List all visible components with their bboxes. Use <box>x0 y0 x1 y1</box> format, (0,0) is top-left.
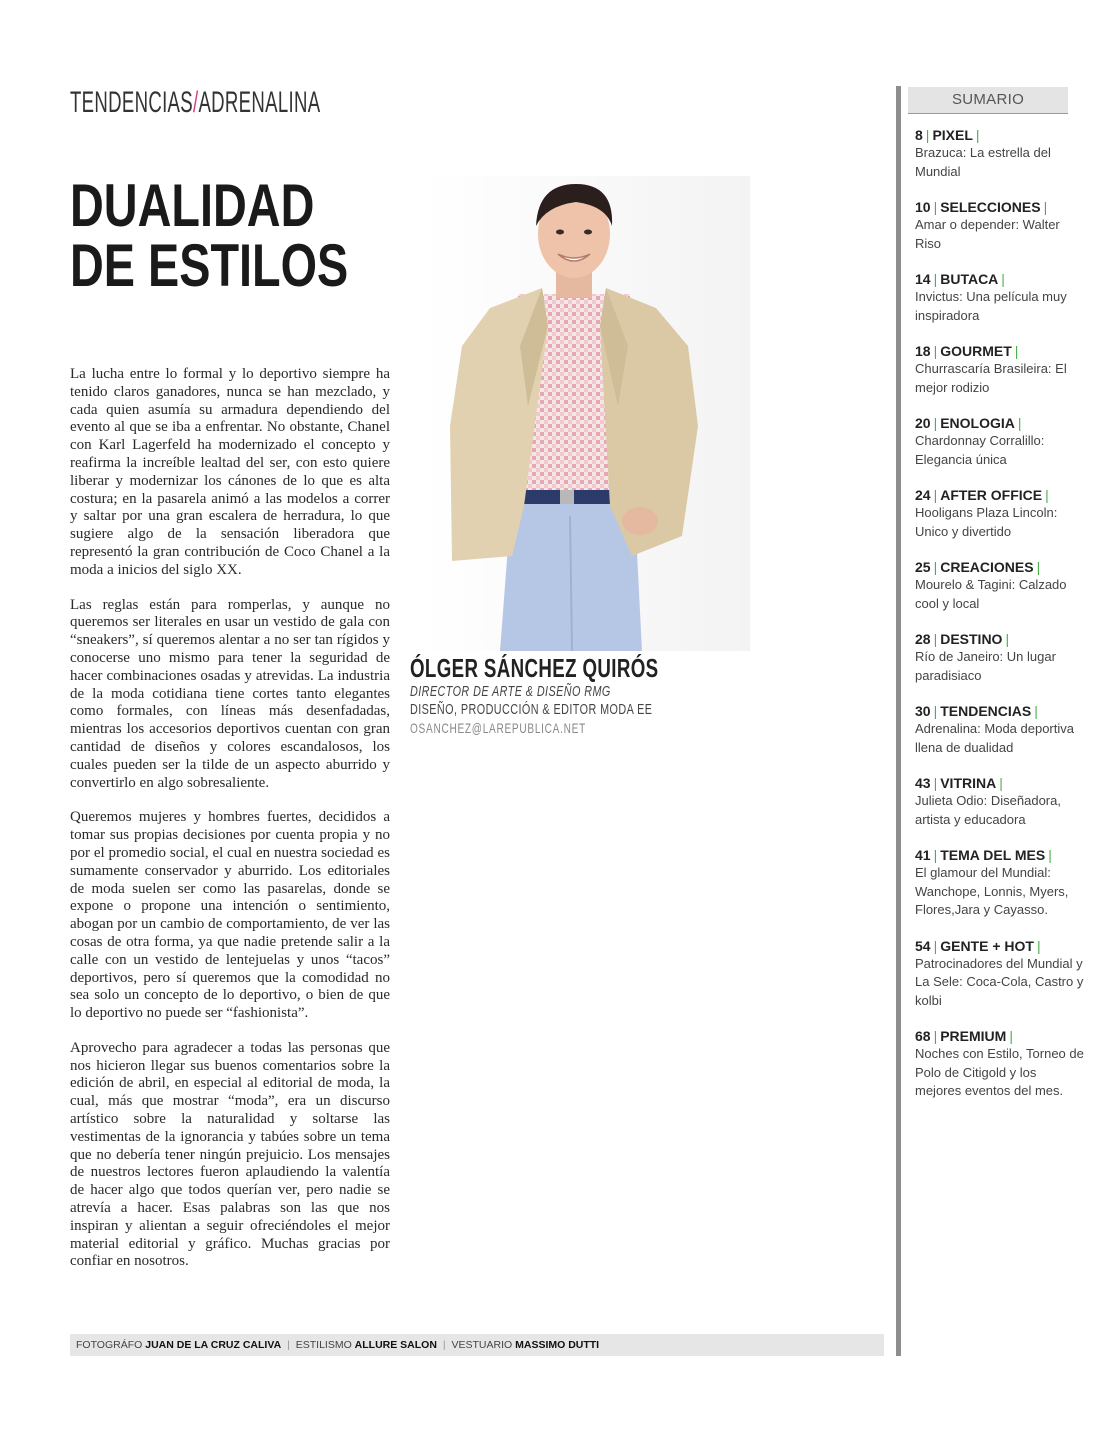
sumario-bar: | <box>1005 631 1010 647</box>
sumario-section-name: GOURMET <box>940 343 1012 359</box>
sumario-item-description: El glamour del Mundial: Wanchope, Lonnis, Myers, Flores,Jara y Cayasso. <box>915 865 1069 917</box>
sumario-section-name: BUTACA <box>940 271 999 287</box>
sumario-bar: | <box>933 631 938 647</box>
sumario-page-number: 10 <box>915 199 931 215</box>
sumario-bar: | <box>1017 415 1022 431</box>
sumario-bar: | <box>1034 703 1038 719</box>
credit-styling-label: ESTILISMO <box>295 1339 352 1351</box>
sumario-item-description: Patrocinadores del Mundial y La Sele: Coca-Cola, Castro y kolbi <box>915 955 1084 1008</box>
sumario-page-number: 54 <box>915 937 931 954</box>
sumario-page-number: 68 <box>915 1028 931 1044</box>
author-byline <box>410 653 755 737</box>
sumario-bar: | <box>933 415 938 431</box>
sumario-item-heading <box>915 342 1085 360</box>
sumario-bar: | <box>1043 199 1048 215</box>
sumario-section-name: AFTER OFFICE <box>940 487 1043 503</box>
sumario-page-number: 18 <box>915 343 931 359</box>
sumario-bar: | <box>1014 343 1019 359</box>
sumario-item-heading <box>915 1027 1085 1045</box>
article-headline <box>70 172 349 299</box>
sumario-item-description: Amar o depender: Walter Riso <box>915 217 1060 251</box>
sumario-bar: | <box>1009 1028 1013 1044</box>
sumario-section-name: PIXEL <box>932 127 973 143</box>
credit-separator: | <box>442 1339 446 1351</box>
sumario-section-name: ENOLOGIA <box>940 415 1015 431</box>
section-tag-secondary: ADRENALINA <box>198 86 321 119</box>
section-tag-slash: / <box>192 86 199 119</box>
sumario-item[interactable] <box>915 414 1085 469</box>
sumario-list <box>915 126 1085 1118</box>
sumario-item[interactable] <box>915 558 1085 613</box>
sumario-bar: | <box>933 343 938 359</box>
sumario-item-description: Invictus: Una película muy inspiradora <box>915 289 1067 323</box>
sumario-bar: | <box>999 775 1003 791</box>
credit-photographer-label: FOTOGRÁFO <box>76 1339 143 1351</box>
sumario-item[interactable] <box>915 937 1085 1011</box>
sumario-item[interactable] <box>915 774 1085 829</box>
sumario-item[interactable] <box>915 126 1085 181</box>
body-paragraph: La lucha entre lo formal y lo deportivo siempre ha tenido claros ganadores, nunca se han mezclado, y cada quien asumía su armadura dependiendo del evento al que se iba a enfrentar. No obstante, Chanel con Karl Lagerfeld ha modernizado el concepto y reafirma la increíble lealtad del ser, con esto quiere liberar y modernizar los cánones de lo que es alta costura; en la pasarela animó a las modelos a correr y saltar por una gran escalera de herradura, lo que sugiere algo de la sensación liberadora que representó la gran contribución de Coco Chanel a la moda a inicios del siglo XX. <box>70 366 390 578</box>
credit-photographer: JUAN DE LA CRUZ CALIVA <box>145 1339 282 1351</box>
sumario-item[interactable] <box>915 1027 1085 1101</box>
sumario-item-heading <box>915 486 1085 504</box>
sumario-section-name: PREMIUM <box>940 1028 1007 1044</box>
sumario-page-number: 25 <box>915 559 931 575</box>
sumario-bar: | <box>933 559 938 575</box>
sumario-bar: | <box>925 127 930 143</box>
sumario-bar: | <box>933 199 938 215</box>
sumario-item[interactable] <box>915 486 1085 541</box>
sumario-item[interactable] <box>915 846 1085 920</box>
body-paragraph: Las reglas están para romperlas, y aunque no queremos ser literales en usar un vestido de gala con “sneakers”, sí queremos alentar a no ser tan rígidos y conocerse uno mismo para tener la seguridad de hacer combinaciones osadas y atrevidas. La industria de la moda cotidiana tiene cortes tanto elegantes como formales, con líneas más desenfadadas, mientras los accesorios deportivos cuentan con gran cantidad de diseños y colores escandalosos, los cuales pueden ser la tilde de un aspecto aburrido y convertirlo en algo sobresaliente. <box>70 596 390 791</box>
sumario-item-description: Churrascaría Brasileira: El mejor rodizio <box>915 361 1067 395</box>
sumario-bar: | <box>1036 559 1041 575</box>
sumario-bar: | <box>975 127 980 143</box>
sumario-page-number: 43 <box>915 775 931 791</box>
sumario-item-description: Noches con Estilo, Torneo de Polo de Citigold y los mejores eventos del mes. <box>915 1046 1084 1098</box>
photo-credits-bar <box>70 1334 884 1356</box>
headline-line-2: DE ESTILOS <box>70 232 349 299</box>
sumario-bar: | <box>933 847 938 863</box>
sumario-item-description: Brazuca: La estrella del Mundial <box>915 145 1051 179</box>
sumario-page-number: 24 <box>915 487 931 503</box>
sumario-item-heading <box>915 702 1085 720</box>
sumario-section-name: TEMA DEL MES <box>940 847 1046 863</box>
sumario-item-heading <box>915 630 1085 648</box>
sumario-bar: | <box>933 487 938 503</box>
sumario-bar: | <box>933 775 938 791</box>
column-divider <box>896 86 901 1356</box>
sumario-item[interactable] <box>915 702 1085 757</box>
sumario-bar: | <box>933 271 938 287</box>
body-paragraph: Queremos mujeres y hombres fuertes, decididos a tomar sus propias decisiones por cuenta propia y no por el promedio social, el cual en nuestra sociedad es sumamente conservador y aburrido. Los editoriales de moda suelen ser como las pasarelas, donde se expone o propone una intención o sentimiento, abogan por un cambio de comportamiento, de ver las cosas de otra forma, ya que nadie pretende salir a la calle con un vestido de lentejuelas y unos “tacos” deportivos, pero sí queremos que la comodidad no sea solo un concepto de lo deportivo, o bien de que lo deportivo no puede ser “fashionista”. <box>70 809 390 1022</box>
sumario-bar: | <box>933 703 938 719</box>
credit-styling: ALLURE SALON <box>354 1339 437 1351</box>
sumario-page-number: 14 <box>915 271 931 287</box>
sumario-item-heading <box>915 414 1085 432</box>
sumario-bar: | <box>1045 487 1049 503</box>
sumario-page-number: 20 <box>915 415 931 431</box>
sumario-item-heading <box>915 774 1085 792</box>
author-portrait <box>420 176 750 651</box>
sumario-item-description: Mourelo & Tagini: Calzado cool y local <box>915 577 1067 611</box>
sumario-item-description: Julieta Odio: Diseñadora, artista y educadora <box>915 793 1061 827</box>
headline-line-1: DUALIDAD <box>70 172 315 239</box>
sumario-bar: | <box>1048 847 1052 863</box>
sumario-item-description: Río de Janeiro: Un lugar paradisiaco <box>915 649 1056 683</box>
sumario-item-description: Adrenalina: Moda deportiva llena de dualidad <box>915 721 1074 755</box>
sumario-title: SUMARIO <box>908 87 1068 114</box>
sumario-item-heading <box>915 126 1085 144</box>
sumario-section-name: SELECCIONES <box>940 199 1041 215</box>
sumario-section-name: GENTE + HOT <box>940 937 1034 954</box>
portrait-illustration <box>420 176 750 651</box>
sumario-item-heading <box>915 558 1085 576</box>
sumario-bar: | <box>933 1028 938 1044</box>
author-name: ÓLGER SÁNCHEZ QUIRÓS <box>410 653 659 683</box>
sumario-item-description: Hooligans Plaza Lincoln: Unico y divertido <box>915 505 1058 539</box>
sumario-item-heading <box>915 198 1085 216</box>
sumario-item-heading <box>915 937 1085 955</box>
credit-wardrobe-label: VESTUARIO <box>451 1339 513 1351</box>
sumario-page-number: 41 <box>915 847 931 863</box>
sumario-section-name: DESTINO <box>940 631 1003 647</box>
sumario-section-name: VITRINA <box>940 775 997 791</box>
sumario-bar: | <box>933 937 938 954</box>
author-role-primary: DIRECTOR DE ARTE & DISEÑO RMG <box>410 683 611 700</box>
credit-wardrobe: MASSIMO DUTTI <box>515 1339 600 1351</box>
sumario-page-number: 28 <box>915 631 931 647</box>
section-tag <box>70 86 320 120</box>
sumario-item-heading <box>915 270 1085 288</box>
author-role-secondary: DISEÑO, PRODUCCIÓN & EDITOR MODA EE <box>410 701 653 718</box>
section-tag-primary: TENDENCIAS <box>70 86 193 119</box>
sumario-item[interactable] <box>915 630 1085 685</box>
sumario-item-heading <box>915 846 1085 864</box>
sumario-item[interactable] <box>915 270 1085 325</box>
sumario-item[interactable] <box>915 342 1085 397</box>
sumario-bar: | <box>1001 271 1005 287</box>
sumario-item-description: Chardonnay Corralillo: Elegancia única <box>915 433 1045 467</box>
body-paragraph: Aprovecho para agradecer a todas las personas que nos hicieron llegar sus buenos comentarios sobre la edición de abril, en especial al editorial de moda, la cual, más que mostrar “moda”, era un discurso artístico sobre la naturalidad y soltarse las vestimentas de la ignorancia y tabúes sobre un tema que no debería tener ningún prejuicio. Los mensajes de nuestros lectores fueron aplaudiendo la valentía de hacer algo que todos querían ver, pero nadie se atrevía a hacer. Esas palabras son las que nos inspiran y alientan a seguir ofreciéndoles el mejor material editorial y gráfico. Muchas gracias por confiar en nosotros. <box>70 1039 390 1270</box>
author-email: OSANCHEZ@LAREPUBLICA.NET <box>410 720 586 736</box>
article-body <box>70 366 390 1288</box>
sumario-page-number: 30 <box>915 703 931 719</box>
sumario-bar: | <box>1036 937 1041 954</box>
sumario-page-number: 8 <box>915 127 923 143</box>
sumario-section-name: CREACIONES <box>940 559 1034 575</box>
credit-separator: | <box>287 1339 290 1351</box>
sumario-section-name: TENDENCIAS <box>940 703 1032 719</box>
sumario-item[interactable] <box>915 198 1085 253</box>
